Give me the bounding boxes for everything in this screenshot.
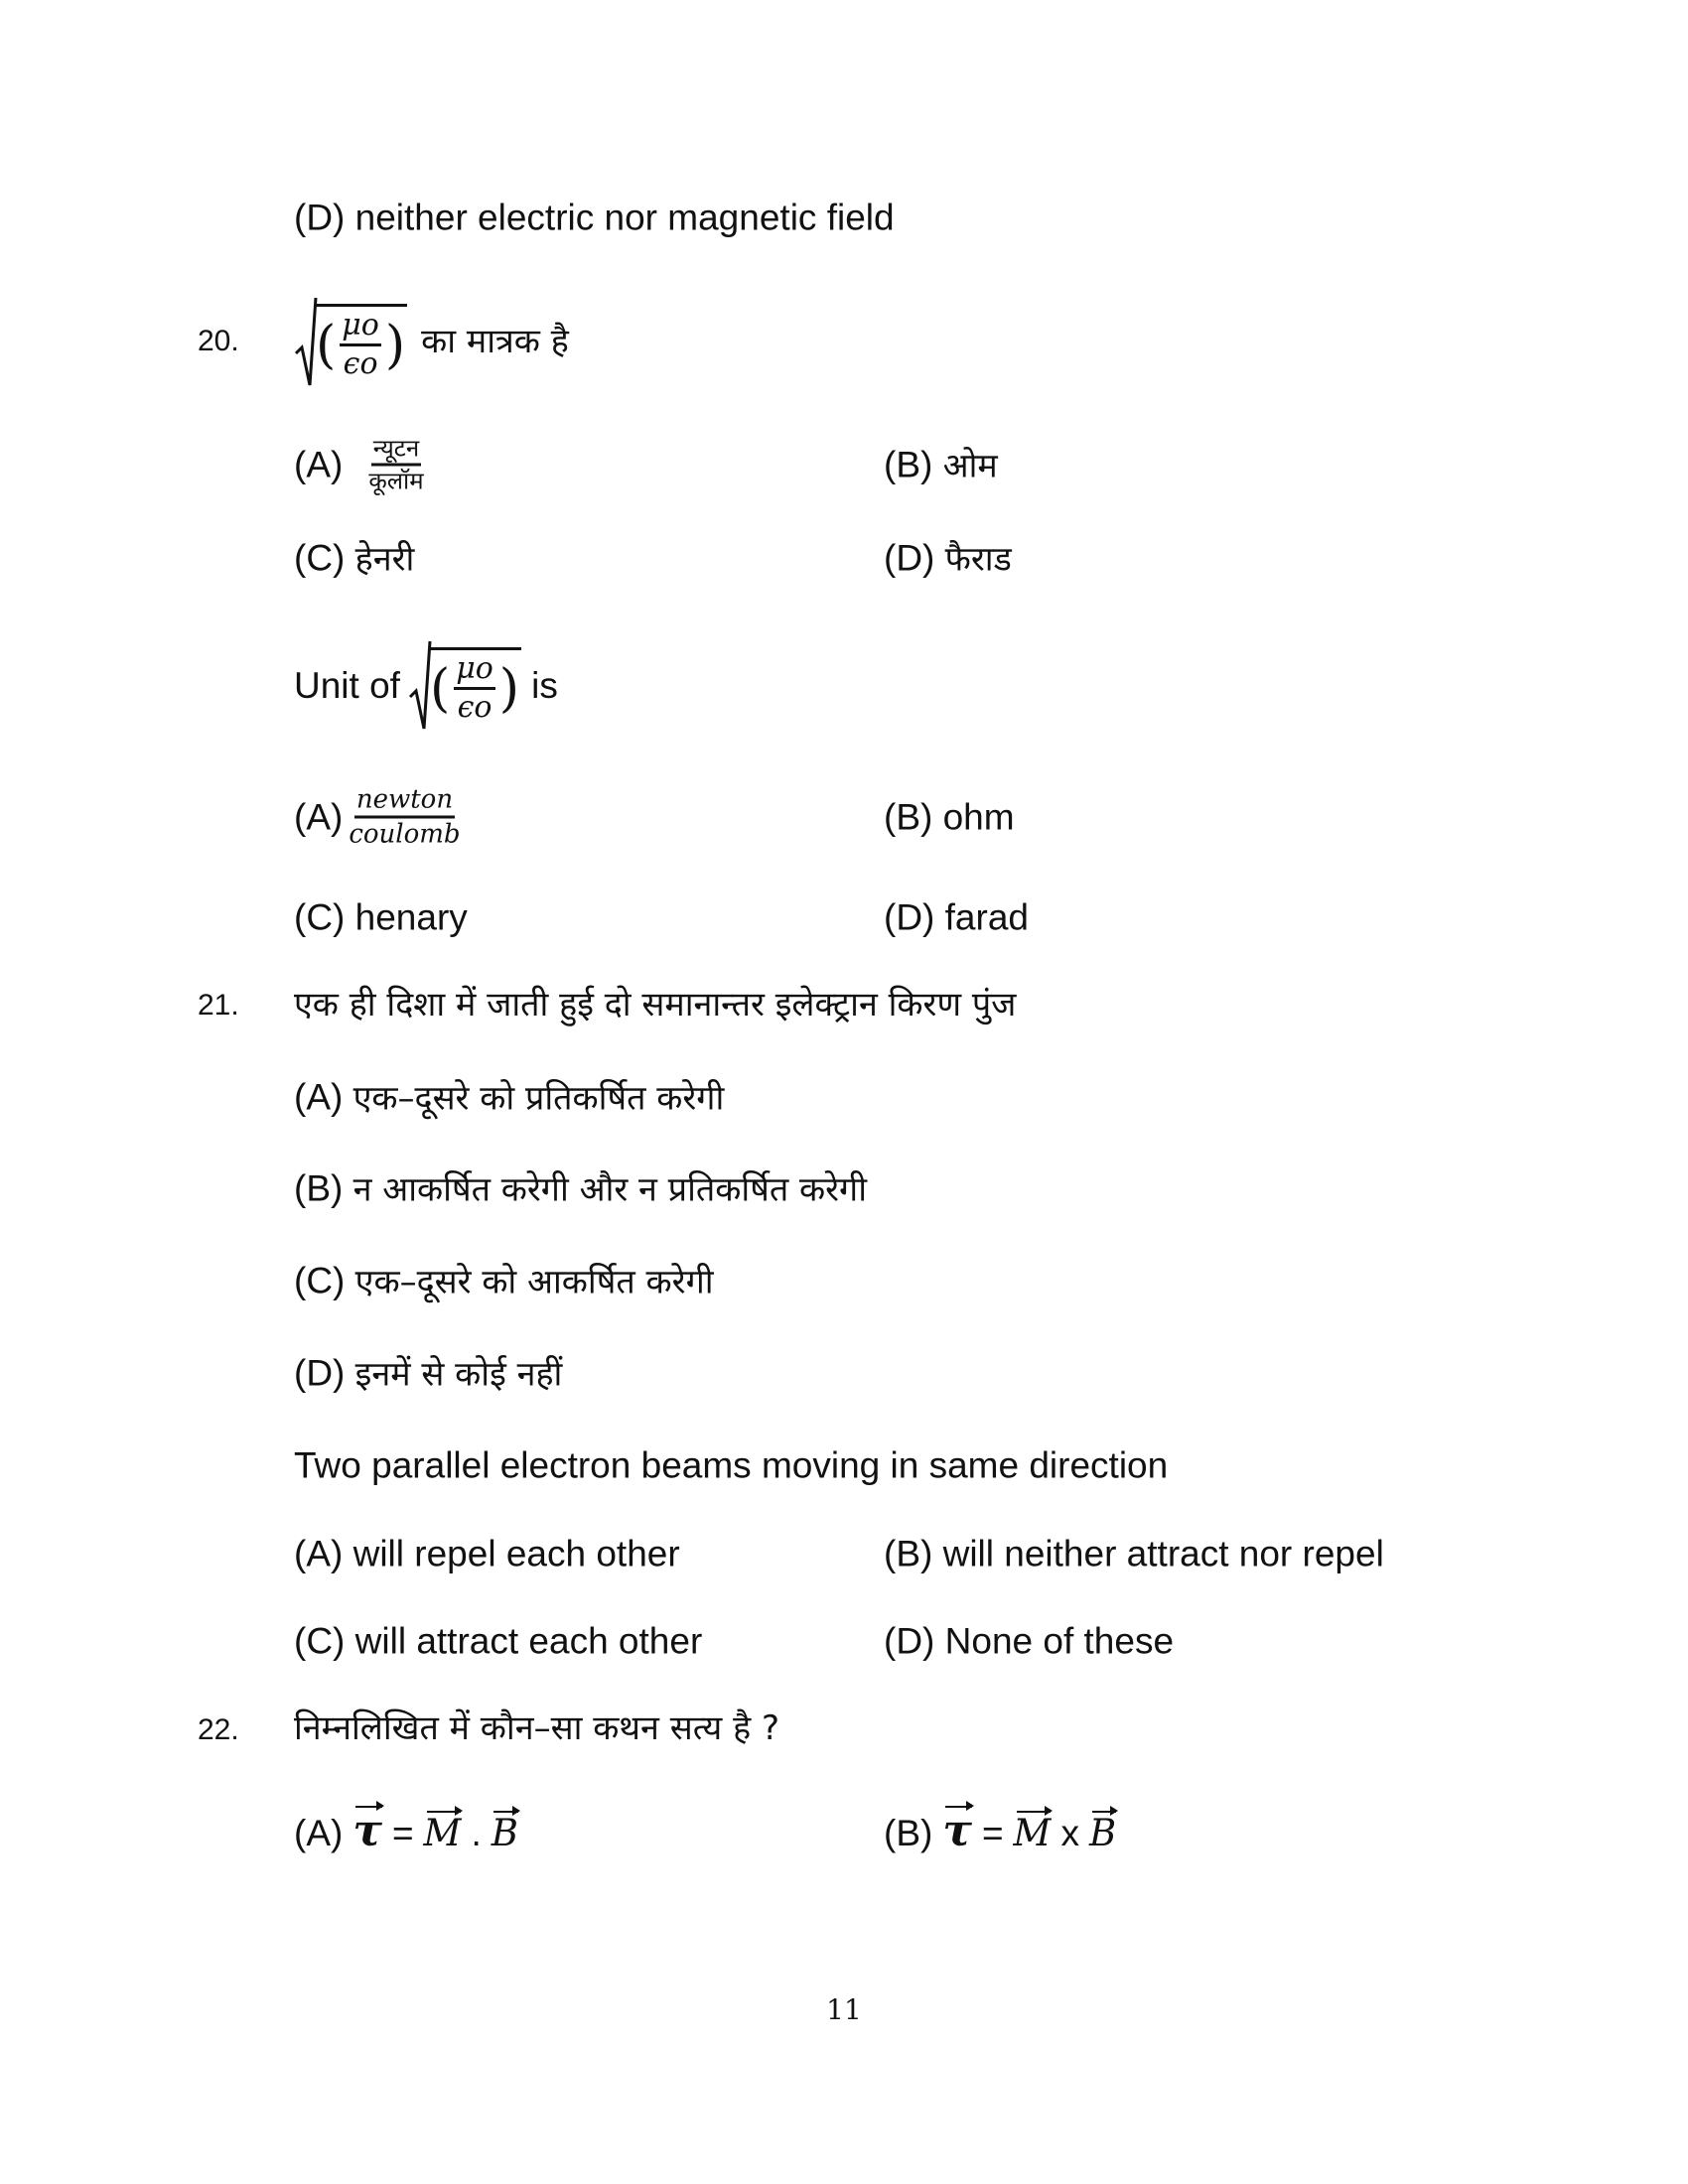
q21-english-option-c: (C) will attract each other: [294, 1620, 703, 1662]
question-number-21: 21.: [198, 989, 239, 1022]
q21-english-option-b: (B) will neither attract nor repel: [884, 1533, 1384, 1574]
newton-per-coulomb-hindi: $\frac{\text{न्यूटन}}{\text{कूलॉम}}$: [368, 434, 424, 495]
square-root-expression: ( $\frac{\mu o}{\epsilon o}$ ): [294, 296, 407, 387]
newton-per-coulomb-fraction: $\frac{\text{newton}}{\text{coulomb}}$: [349, 784, 461, 850]
q22-option-a: (A) τ = M . B: [294, 1806, 518, 1856]
torque-vector: τ: [942, 1806, 972, 1856]
mu-over-epsilon-fraction: $\frac{\mu o}{\epsilon o}$: [342, 308, 379, 381]
q20-english-option-c: (C) henary: [294, 896, 468, 938]
q22-option-b: (B) τ = M x B: [884, 1806, 1117, 1856]
q21-english-option-d: (D) None of these: [884, 1620, 1175, 1662]
q21-english-stem: Two parallel electron beams moving in same direction: [294, 1444, 1169, 1486]
q20-english-stem: Unit of ( $\frac{\mu o}{\epsilon o}$ ) is: [294, 639, 558, 731]
q20-hindi-option-d: (D) फैराड: [884, 537, 1012, 580]
q22-hindi-stem: निम्नलिखित में कौन–सा कथन सत्य है ?: [294, 1708, 779, 1748]
q21-hindi-option-a: (A) एक–दूसरे को प्रतिकर्षित करेगी: [294, 1076, 725, 1119]
q19-option-d: (D) neither electric nor magnetic field: [294, 197, 895, 238]
magnetic-field-vector: B: [1088, 1812, 1117, 1854]
q20-english-option-a: (A) $\frac{\text{newton}}{\text{coulomb}}$: [294, 784, 461, 850]
q20-hindi-suffix: का मात्रक है: [421, 322, 569, 361]
q20-hindi-option-a: (A) $\frac{\text{न्यूटन}}{\text{कूलॉम}}$: [294, 434, 424, 495]
torque-vector: τ: [352, 1806, 382, 1856]
radical-sign-icon: [408, 639, 432, 731]
q21-hindi-option-b: (B) न आकर्षित करेगी और न प्रतिकर्षित करेगी: [294, 1167, 867, 1210]
magnetic-moment-vector: M: [423, 1812, 462, 1854]
q20-english-option-b: (B) ohm: [884, 796, 1015, 838]
magnetic-moment-vector: M: [1013, 1812, 1052, 1854]
page-number: 11: [826, 1993, 862, 2026]
q20-english-option-d: (D) farad: [884, 896, 1029, 938]
question-number-20: 20.: [198, 325, 239, 357]
square-root-expression: ( $\frac{\mu o}{\epsilon o}$ ): [408, 639, 521, 731]
q21-english-option-a: (A) will repel each other: [294, 1533, 680, 1574]
question-number-22: 22.: [198, 1713, 239, 1746]
q20-hindi-option-b: (B) ओम: [884, 444, 998, 486]
q21-hindi-option-d: (D) इनमें से कोई नहीं: [294, 1352, 563, 1395]
mu-over-epsilon-fraction: $\frac{\mu o}{\epsilon o}$: [456, 651, 493, 725]
magnetic-field-vector: B: [491, 1812, 518, 1854]
q20-hindi-stem: [294, 296, 569, 387]
radical-sign-icon: [294, 296, 318, 387]
q21-hindi-option-c: (C) एक–दूसरे को आकर्षित करेगी: [294, 1260, 714, 1302]
q21-hindi-stem: एक ही दिशा में जाती हुई दो समानान्तर इलेक्ट्रान किरण पुंज: [294, 985, 1017, 1024]
q20-hindi-option-c: (C) हेनरी: [294, 537, 415, 580]
